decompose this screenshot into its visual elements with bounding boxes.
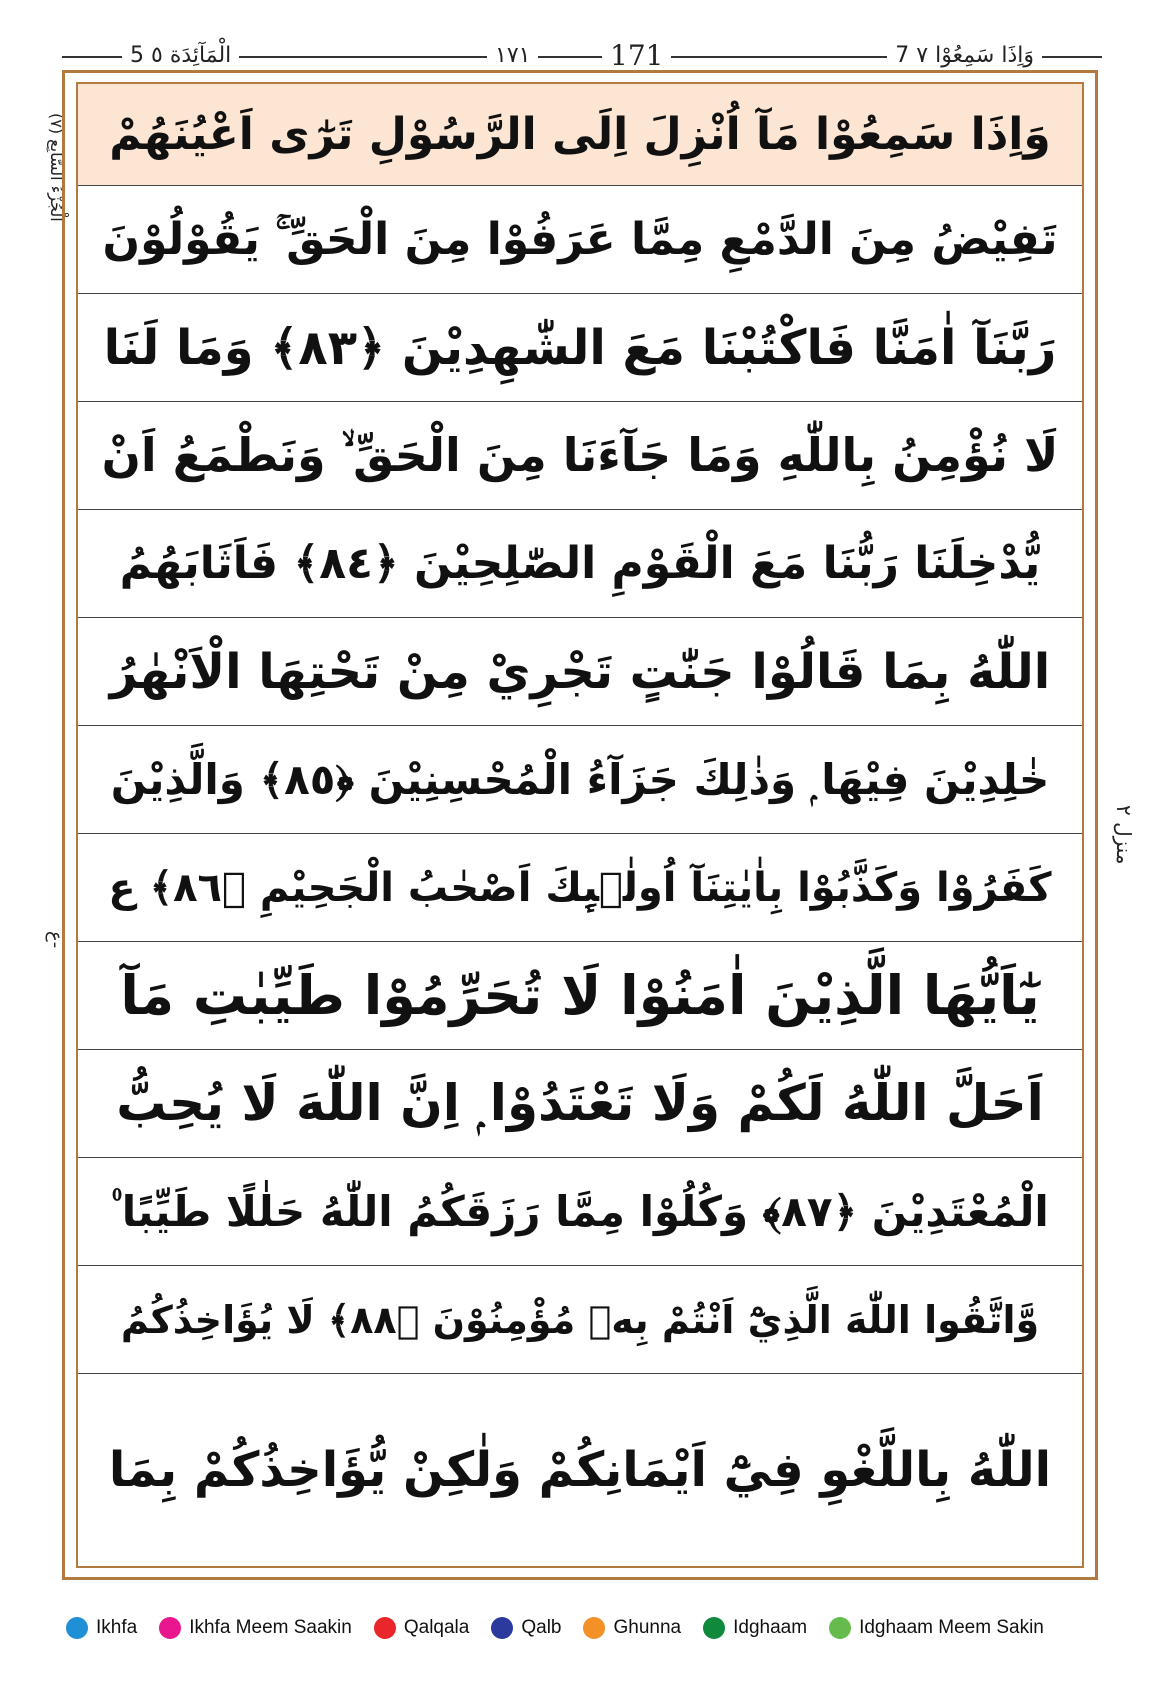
legend-item-qalqala	[374, 1617, 470, 1639]
legend-label: Idghaam	[733, 1617, 808, 1638]
verse-text: الْمُعْتَدِيْنَ ﴿٨٧﴾ وَكُلُوْا مِمَّا رَزَقَكُمُ اللّٰهُ حَلٰلًا طَيِّبًا ۠	[111, 1186, 1049, 1236]
legend-label: Ikhfa	[96, 1617, 138, 1638]
surah-name: 5 الْمَآئِدَة ٥	[122, 38, 239, 74]
legend-label: Qalqala	[403, 1617, 470, 1638]
tajweed-legend	[66, 1610, 1126, 1646]
verse-text: وَاِذَا سَمِعُوْا مَآ اُنْزِلَ اِلَى الرَّسُوْلِ تَرٰٓى اَعْيُنَهُمْ	[109, 109, 1051, 160]
ghunna-color-dot-icon	[583, 1617, 605, 1639]
legend-item-ikhfa-meem-saakin	[159, 1617, 352, 1639]
verse-line-9	[78, 942, 1082, 1050]
verse-text: خٰلِدِيْنَ فِيْهَا ۭ وَذٰلِكَ جَزَآءُ الْمُحْسِنِيْنَ ﴿٨٥﴾ وَالَّذِيْنَ	[110, 754, 1050, 804]
verse-text: لَا نُؤْمِنُ بِاللّٰهِ وَمَا جَآءَنَا مِنَ الْحَقِّ ۙ وَنَطْمَعُ اَنْ	[101, 427, 1059, 482]
legend-item-qalb	[491, 1617, 561, 1639]
verse-text: اَحَلَّ اللّٰهُ لَكُمْ وَلَا تَعْتَدُوْا ۭ اِنَّ اللّٰهَ لَا يُحِبُّ	[116, 1074, 1044, 1132]
verse-panel	[76, 82, 1084, 1568]
legend-item-idghaam-meem-sakin	[829, 1617, 1044, 1639]
verse-line-10	[78, 1050, 1082, 1158]
verse-line-13	[78, 1374, 1082, 1566]
legend-item-ikhfa	[66, 1617, 137, 1639]
verse-text: رَبَّنَآ اٰمَنَّا فَاكْتُبْنَا مَعَ الشّٰهِدِيْنَ ﴿٨٣﴾ وَمَا لَنَا	[103, 319, 1057, 376]
page-number: 171	[602, 38, 671, 74]
juz-margin-label: (٧) الْجُزْءُ السَّابِع	[47, 112, 66, 222]
legend-item-idghaam	[703, 1617, 807, 1639]
qalqala-color-dot-icon	[374, 1617, 396, 1639]
page-header	[62, 38, 1102, 74]
manzil-margin-label: منزل ٢	[1112, 805, 1136, 865]
verse-text: اللّٰهُ بِاللَّغْوِ فِيْٓ اَيْمَانِكُمْ وَلٰكِنْ يُّؤَاخِذُكُمْ بِمَا	[108, 1442, 1052, 1498]
legend-label: Idghaam Meem Sakin	[859, 1617, 1044, 1638]
page-number-arabic: ١٧١	[487, 38, 538, 74]
verse-text: يُّدْخِلَنَا رَبُّنَا مَعَ الْقَوْمِ الصّٰلِحِيْنَ ﴿٨٤﴾ فَاَثَابَهُمُ	[119, 538, 1041, 589]
verse-text: تَفِيْضُ مِنَ الدَّمْعِ مِمَّا عَرَفُوْا مِنَ الْحَقِّ ۚ يَقُوْلُوْنَ	[102, 214, 1058, 265]
verse-line-8	[78, 834, 1082, 942]
verse-line-6	[78, 618, 1082, 726]
legend-item-ghunna	[583, 1617, 681, 1639]
verse-text: كَفَرُوْا وَكَذَّبُوْا بِاٰيٰتِنَآ اُولٰۗىِٕكَ اَصْحٰبُ الْجَحِيْمِ ﴿٨٦﴾ ع	[108, 864, 1052, 911]
verse-line-12	[78, 1266, 1082, 1374]
verse-line-3	[78, 294, 1082, 402]
idghaam-meem-color-dot-icon	[829, 1617, 851, 1639]
verse-line-4	[78, 402, 1082, 510]
ruku-margin-label: ع-	[45, 931, 66, 949]
legend-label: Ikhfa Meem Saakin	[189, 1617, 352, 1638]
ikhfa-meem-color-dot-icon	[159, 1617, 181, 1639]
verse-line-11	[78, 1158, 1082, 1266]
verse-text: اللّٰهُ بِمَا قَالُوْا جَنّٰتٍ تَجْرِيْ مِنْ تَحْتِهَا الْاَنْهٰرُ	[109, 643, 1051, 700]
qalb-color-dot-icon	[491, 1617, 513, 1639]
verse-line-7	[78, 726, 1082, 834]
idghaam-color-dot-icon	[703, 1617, 725, 1639]
verse-line-5	[78, 510, 1082, 618]
verse-line-2	[78, 186, 1082, 294]
legend-label: Ghunna	[613, 1617, 682, 1638]
legend-label: Qalb	[521, 1617, 562, 1638]
ikhfa-color-dot-icon	[66, 1617, 88, 1639]
verse-text: وَّاتَّقُوا اللّٰهَ الَّذِيْٓ اَنْتُمْ بِهٖ مُؤْمِنُوْنَ ﴿٨٨﴾ لَا يُؤَاخِذُكُمُ	[120, 1297, 1040, 1342]
juz-name: 7 وَاِذَا سَمِعُوْا ٧	[887, 38, 1042, 74]
verse-text: يٰٓاَيُّهَا الَّذِيْنَ اٰمَنُوْا لَا تُحَرِّمُوْا طَيِّبٰتِ مَآ	[120, 964, 1040, 1027]
verse-line-1	[78, 84, 1082, 186]
